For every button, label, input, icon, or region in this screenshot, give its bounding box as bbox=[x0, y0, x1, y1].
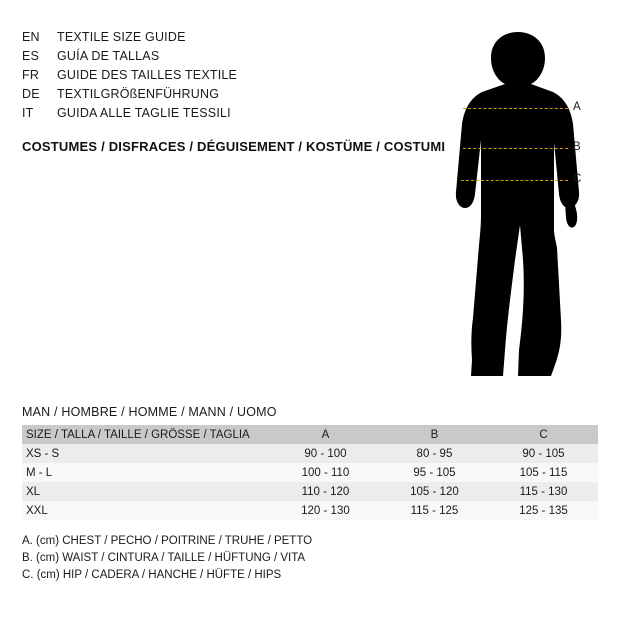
measure-line-chest bbox=[463, 108, 568, 109]
language-title: TEXTILE SIZE GUIDE bbox=[57, 30, 186, 44]
cell-c: 125 - 135 bbox=[489, 501, 598, 520]
table-header-row bbox=[22, 425, 598, 444]
language-row bbox=[22, 106, 402, 125]
language-code: DE bbox=[22, 87, 40, 101]
measure-line-hip bbox=[461, 180, 568, 181]
language-row bbox=[22, 30, 402, 49]
language-title: GUIDA ALLE TAGLIE TESSILI bbox=[57, 106, 231, 120]
table-row bbox=[22, 444, 598, 463]
measure-label-b: B bbox=[573, 141, 581, 153]
measure-label-a: A bbox=[573, 101, 581, 113]
measurement-legend bbox=[22, 533, 312, 584]
header-c: C bbox=[489, 425, 598, 444]
cell-size: M - L bbox=[22, 463, 271, 482]
cell-b: 80 - 95 bbox=[380, 444, 489, 463]
cell-size: XXL bbox=[22, 501, 271, 520]
costumes-heading: COSTUMES / DISFRACES / DÉGUISEMENT / KOSTÜME / COSTUMI bbox=[22, 139, 446, 154]
language-code: ES bbox=[22, 49, 40, 63]
cell-size: XS - S bbox=[22, 444, 271, 463]
cell-a: 110 - 120 bbox=[271, 482, 380, 501]
cell-c: 105 - 115 bbox=[489, 463, 598, 482]
cell-a: 120 - 130 bbox=[271, 501, 380, 520]
cell-b: 115 - 125 bbox=[380, 501, 489, 520]
cell-c: 90 - 105 bbox=[489, 444, 598, 463]
table-row bbox=[22, 482, 598, 501]
language-row bbox=[22, 49, 402, 68]
cell-a: 100 - 110 bbox=[271, 463, 380, 482]
table-row bbox=[22, 463, 598, 482]
language-code: EN bbox=[22, 30, 40, 44]
cell-size: XL bbox=[22, 482, 271, 501]
legend-line-c: C. (cm) HIP / CADERA / HANCHE / HÜFTE / HIPS bbox=[22, 569, 282, 581]
cell-c: 115 - 130 bbox=[489, 482, 598, 501]
language-title: TEXTILGRÖßENFÜHRUNG bbox=[57, 87, 220, 101]
language-row bbox=[22, 68, 402, 87]
legend-line-b: B. (cm) WAIST / CINTURA / TAILLE / HÜFTUNG / VITA bbox=[22, 552, 306, 564]
cell-b: 105 - 120 bbox=[380, 482, 489, 501]
measure-label-c: C bbox=[573, 173, 582, 185]
male-silhouette-icon bbox=[415, 20, 605, 390]
language-code: FR bbox=[22, 68, 40, 82]
language-list bbox=[22, 30, 402, 125]
language-row bbox=[22, 87, 402, 106]
size-table-block bbox=[22, 405, 598, 520]
legend-line-a: A. (cm) CHEST / PECHO / POITRINE / TRUHE / PETTO bbox=[22, 535, 313, 547]
header-size: SIZE / TALLA / TAILLE / GRÖSSE / TAGLIA bbox=[22, 425, 271, 444]
cell-a: 90 - 100 bbox=[271, 444, 380, 463]
cell-b: 95 - 105 bbox=[380, 463, 489, 482]
language-title: GUIDE DES TAILLES TEXTILE bbox=[57, 68, 238, 82]
figure-illustration bbox=[415, 20, 605, 390]
table-caption: MAN / HOMBRE / HOMME / MANN / UOMO bbox=[22, 405, 277, 419]
header-b: B bbox=[380, 425, 489, 444]
language-code: IT bbox=[22, 106, 34, 120]
size-table bbox=[22, 425, 598, 520]
measure-line-waist bbox=[463, 148, 568, 149]
header-a: A bbox=[271, 425, 380, 444]
table-row bbox=[22, 501, 598, 520]
language-title: GUÍA DE TALLAS bbox=[57, 49, 160, 63]
